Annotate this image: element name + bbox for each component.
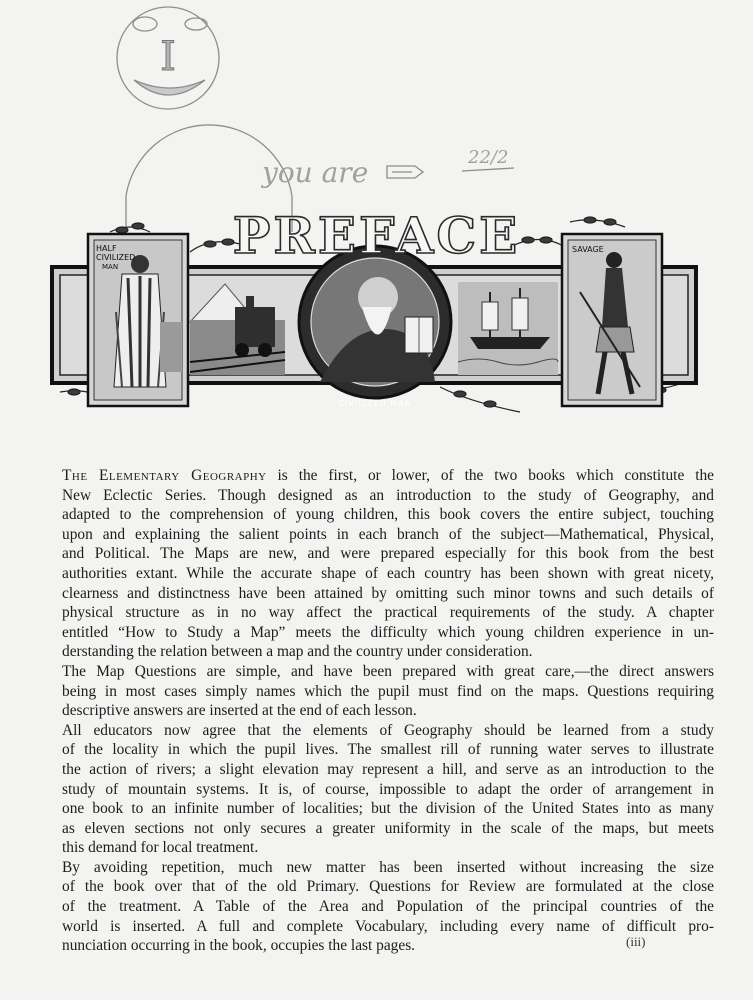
half-civilized-label-1: HALF <box>96 244 117 253</box>
smiley-letter: I <box>160 34 176 80</box>
pencil-pointing-hand <box>387 166 423 178</box>
text-line <box>62 544 714 564</box>
text-line <box>62 897 714 917</box>
savage-label: SAVAGE <box>572 245 604 254</box>
text-line-content: of the locality in which the pupil lives. The smallest rill of running water serves to illustrate <box>62 741 714 759</box>
text-line-content: being in most cases simply names which the pupil must find on the maps. Questions requiring <box>62 682 714 700</box>
text-line <box>62 740 714 760</box>
page-number: (iii) <box>626 934 646 949</box>
text-line-content: of the book over that of the old Primary. Questions for Review are formulated at the close <box>62 878 714 896</box>
text-line-content: descriptive answers are inserted at the end of each lesson. <box>62 702 417 720</box>
text-line <box>62 799 714 819</box>
text-line-content: physical structure as in no way affect the practical requirements of the study. A chapter <box>62 604 714 622</box>
text-line <box>62 525 714 545</box>
text-line <box>62 642 714 662</box>
text-line-content: The Map Questions are simple, and have been prepared with great care,—the direct answers <box>62 662 714 680</box>
smiley-mouth <box>134 80 205 95</box>
text-line-content: this demand for local treatment. <box>62 839 259 857</box>
text-line-content: is the first, or lower, of the two books which constitute the <box>266 467 714 484</box>
text-line-content: and Political. The Maps are new, and were prepared especially for this book from the best <box>62 545 714 563</box>
text-line <box>62 721 714 741</box>
text-line <box>62 780 714 800</box>
text-line-content: of the treatment. A Table of the Area and Population of the principal countries of the <box>62 898 714 916</box>
text-line <box>62 662 714 682</box>
text-line <box>62 486 714 506</box>
book-title-small-caps: The Elementary Geography <box>62 467 267 484</box>
preface-text <box>62 466 714 956</box>
text-line <box>62 858 714 878</box>
text-line <box>62 584 714 604</box>
text-line-content: authorities extant. While the accurate shape of each country has been shown with great nicety, <box>62 564 714 582</box>
half-civilized-label-2: CIVILIZED <box>96 253 136 262</box>
half-civilized-label-3: MAN <box>102 263 119 271</box>
civilized-man-label: CIVILIZED MAN <box>338 399 412 408</box>
text-line-content: the action of rivers; a slight elevation may represent a hill, and serve as an introduction to the <box>62 760 714 778</box>
text-line <box>62 682 714 702</box>
smiley-left-eye <box>133 17 157 31</box>
text-line-content: adapted to the comprehension of young children, this book covers the entire subject, touching <box>62 506 714 524</box>
text-line-content: study of mountain systems. It is, of course, impossible to adapt the order of arrangement in <box>62 780 714 798</box>
text-line-content: derstanding the relation between a map and the country under consideration. <box>62 643 533 661</box>
text-line <box>62 466 714 486</box>
ship-scene <box>458 282 558 375</box>
pencil-doodle <box>0 0 753 240</box>
text-line-content: By avoiding repetition, much new matter has been inserted without increasing the size <box>62 858 714 876</box>
text-line <box>62 603 714 623</box>
text-line-content: as eleven sections not only secures a greater uniformity in the scale of the maps, but meets <box>62 819 714 837</box>
text-line <box>62 760 714 780</box>
text-line-content: one book to an infinite number of localities; but the division of the United States into as many <box>62 800 714 818</box>
text-line <box>62 623 714 643</box>
text-line-content: nunciation occurring in the book, occupies the last pages. <box>62 937 416 955</box>
text-line <box>62 505 714 525</box>
text-line <box>62 701 714 721</box>
text-line <box>62 877 714 897</box>
text-line-content: entitled “How to Study a Map” meets the difficulty which young children experience in un- <box>62 623 714 641</box>
text-line <box>62 564 714 584</box>
pencil-note: you are <box>262 156 369 189</box>
page-title: PREFACE <box>232 206 521 265</box>
pencil-fraction: 22/2 <box>468 147 509 168</box>
smiley-right-eye <box>185 18 207 30</box>
text-line-content: New Eclectic Series. Though designed as an introduction to the study of Geography, and <box>62 486 714 504</box>
text-line-content: upon and explaining the salient points in each branch of the subject—Mathematical, Physical, <box>62 525 714 543</box>
text-line-content: world is inserted. A full and complete Vocabulary, including every name of difficult pro- <box>62 917 714 935</box>
text-line-content: All educators now agree that the elements of Geography should be learned from a study <box>62 721 714 739</box>
text-line <box>62 838 714 858</box>
text-line <box>62 819 714 839</box>
text-line <box>62 936 714 956</box>
text-line <box>62 917 714 937</box>
text-line-content: clearness and distinctness have been attained by omitting such minor towns and such details of <box>62 584 714 602</box>
